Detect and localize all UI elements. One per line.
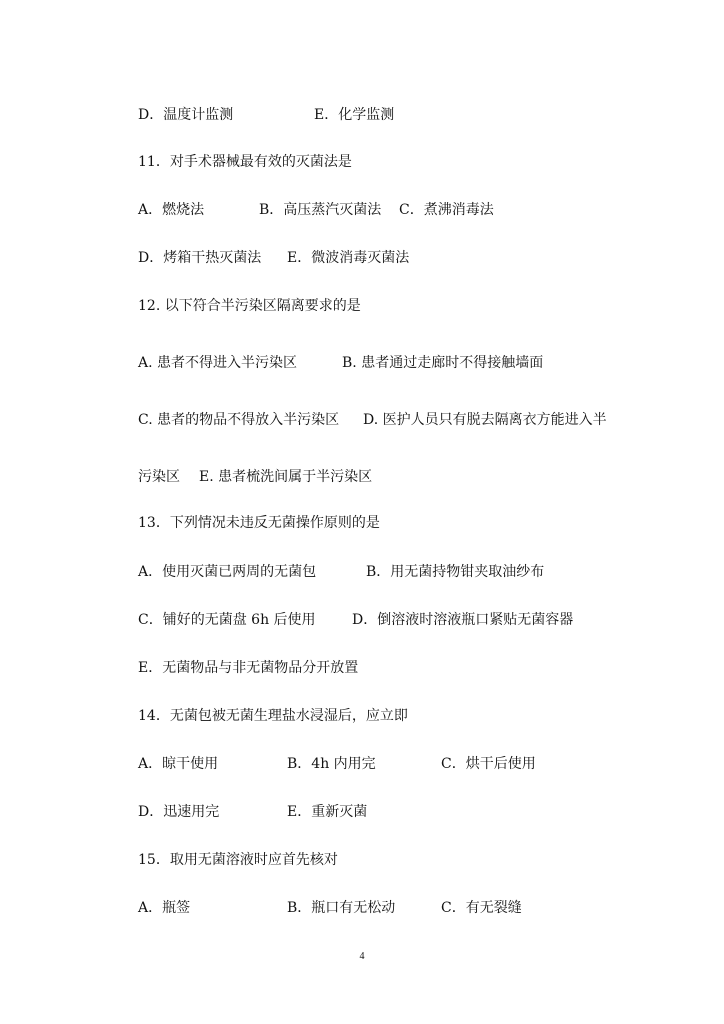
- q11-option-a: A．燃烧法: [138, 202, 205, 218]
- q12-option-c: C. 患者的物品不得放入半污染区: [138, 412, 340, 428]
- q13-option-d: D．倒溶液时溶液瓶口紧贴无菌容器: [352, 612, 574, 628]
- q11-option-e: E．微波消毒灭菌法: [287, 250, 410, 266]
- q14-stem: 14．无菌包被无菌生理盐水浸湿后，应立即: [138, 708, 408, 724]
- q13-option-e: E．无菌物品与非无菌物品分开放置: [138, 660, 359, 676]
- q12-option-d-continuation: 污染区: [138, 469, 180, 485]
- q12-option-b: B. 患者通过走廊时不得接触墙面: [342, 355, 544, 371]
- q15-option-c: C．有无裂缝: [441, 900, 522, 916]
- q12-stem: 12. 以下符合半污染区隔离要求的是: [138, 298, 361, 314]
- q13-stem: 13．下列情况未违反无菌操作原则的是: [138, 515, 380, 531]
- page-number: 4: [359, 951, 365, 962]
- q10-option-d: D．温度计监测: [138, 107, 234, 123]
- q11-option-b: B．高压蒸汽灭菌法: [259, 202, 382, 218]
- q12-option-a: A. 患者不得进入半污染区: [138, 355, 298, 371]
- q13-option-c: C．铺好的无菌盘 6h 后使用: [138, 612, 316, 628]
- q14-option-b: B．4h 内用完: [287, 756, 376, 772]
- q14-option-c: C．烘干后使用: [441, 756, 536, 772]
- q12-option-d: D. 医护人员只有脱去隔离衣方能进入半: [363, 412, 607, 428]
- q12-option-e: E. 患者梳洗间属于半污染区: [199, 469, 373, 485]
- q13-option-b: B．用无菌持物钳夹取油纱布: [366, 564, 545, 580]
- q10-option-e: E．化学监测: [314, 107, 395, 123]
- q14-option-e: E．重新灭菌: [287, 804, 368, 820]
- q11-option-d: D．烤箱干热灭菌法: [138, 250, 262, 266]
- q11-stem: 11．对手术器械最有效的灭菌法是: [138, 154, 352, 170]
- q15-option-a: A．瓶签: [138, 900, 191, 916]
- q15-stem: 15．取用无菌溶液时应首先核对: [138, 852, 338, 868]
- q13-option-a: A．使用灭菌已两周的无菌包: [138, 564, 317, 580]
- q14-option-d: D．迅速用完: [138, 804, 220, 820]
- q15-option-b: B．瓶口有无松动: [287, 900, 396, 916]
- q14-option-a: A．晾干使用: [138, 756, 219, 772]
- q11-option-c: C．煮沸消毒法: [399, 202, 494, 218]
